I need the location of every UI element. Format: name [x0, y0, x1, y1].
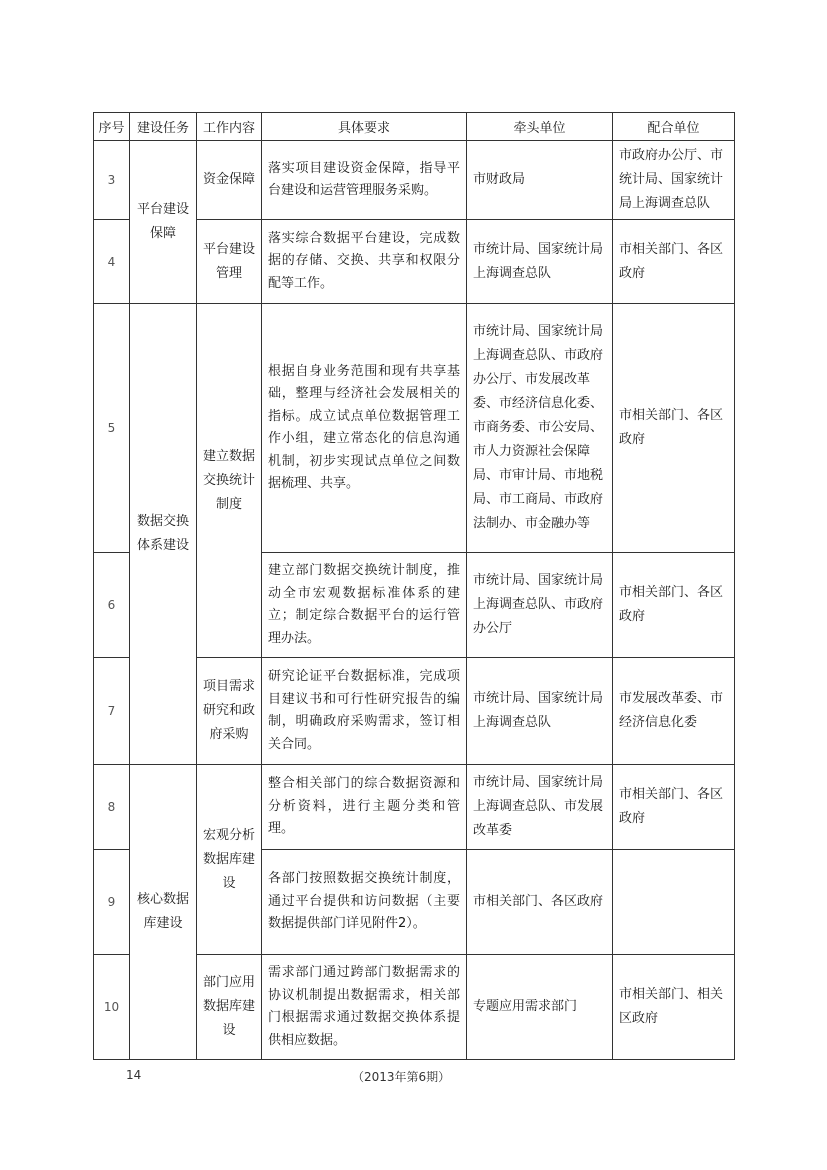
task-cell: 平台建设保障 [130, 141, 197, 304]
content-cell: 项目需求研究和政府采购 [197, 658, 262, 765]
lead-cell: 市统计局、国家统计局上海调查总队、市政府办公厅、市发展改革委、市经济信息化委、市商务委、市公安局、市人力资源社会保障局、市审计局、市地税局、市工商局、市政府法制办、市金融办等 [467, 304, 613, 553]
table-row [94, 304, 735, 553]
task-cell: 核心数据库建设 [130, 765, 197, 1060]
row-number: 5 [94, 304, 130, 553]
coop-cell: 市发展改革委、市经济信息化委 [613, 658, 735, 765]
coop-cell: 市相关部门、各区政府 [613, 765, 735, 850]
row-number: 9 [94, 850, 130, 955]
requirement-cell: 落实综合数据平台建设，完成数据的存储、交换、共享和权限分配等工作。 [262, 220, 467, 304]
header-no: 序号 [94, 113, 130, 141]
header-coop: 配合单位 [613, 113, 735, 141]
lead-cell: 市统计局、国家统计局上海调查总队、市发展改革委 [467, 765, 613, 850]
coop-cell: 市相关部门、各区政府 [613, 220, 735, 304]
row-number: 3 [94, 141, 130, 220]
header-requirement: 具体要求 [262, 113, 467, 141]
content-cell: 宏观分析数据库建设 [197, 765, 262, 955]
coop-cell: 市相关部门、相关区政府 [613, 955, 735, 1060]
issue-label: （2013年第6期） [352, 1070, 451, 1084]
row-number: 8 [94, 765, 130, 850]
row-number: 6 [94, 553, 130, 658]
requirement-cell: 建立部门数据交换统计制度，推动全市宏观数据标准体系的建立；制定综合数据平台的运行管理办法。 [262, 553, 467, 658]
table-row [94, 141, 735, 220]
lead-cell: 市统计局、国家统计局上海调查总队 [467, 220, 613, 304]
header-task: 建设任务 [130, 113, 197, 141]
header-content: 工作内容 [197, 113, 262, 141]
coop-cell [613, 850, 735, 955]
coop-cell: 市政府办公厅、市统计局、国家统计局上海调查总队 [613, 141, 735, 220]
coop-cell: 市相关部门、各区政府 [613, 553, 735, 658]
table-row [94, 765, 735, 850]
requirement-cell: 需求部门通过跨部门数据需求的协议机制提出数据需求，相关部门根据需求通过数据交换体系提供相应数据。 [262, 955, 467, 1060]
requirement-cell: 根据自身业务范围和现有共享基础，整理与经济社会发展相关的指标。成立试点单位数据管理工作小组，建立常态化的信息沟通机制，初步实现试点单位之间数据梳理、共享。 [262, 304, 467, 553]
lead-cell: 市统计局、国家统计局上海调查总队 [467, 658, 613, 765]
row-number: 4 [94, 220, 130, 304]
page-number: 14 [126, 1068, 142, 1082]
content-cell: 平台建设管理 [197, 220, 262, 304]
requirement-cell: 整合相关部门的综合数据资源和分析资料，进行主题分类和管理。 [262, 765, 467, 850]
task-table [93, 112, 735, 1060]
row-number: 7 [94, 658, 130, 765]
lead-cell: 专题应用需求部门 [467, 955, 613, 1060]
content-cell: 建立数据交换统计制度 [197, 304, 262, 658]
task-cell: 数据交换体系建设 [130, 304, 197, 765]
coop-cell: 市相关部门、各区政府 [613, 304, 735, 553]
requirement-cell: 各部门按照数据交换统计制度，通过平台提供和访问数据（主要数据提供部门详见附件2）。 [262, 850, 467, 955]
row-number: 10 [94, 955, 130, 1060]
content-cell: 资金保障 [197, 141, 262, 220]
requirement-cell: 研究论证平台数据标准，完成项目建议书和可行性研究报告的编制，明确政府采购需求，签订相关合同。 [262, 658, 467, 765]
lead-cell: 市财政局 [467, 141, 613, 220]
header-lead: 牵头单位 [467, 113, 613, 141]
requirement-cell: 落实项目建设资金保障，指导平台建设和运营管理服务采购。 [262, 141, 467, 220]
lead-cell: 市相关部门、各区政府 [467, 850, 613, 955]
lead-cell: 市统计局、国家统计局上海调查总队、市政府办公厅 [467, 553, 613, 658]
header-row [94, 113, 735, 141]
content-cell: 部门应用数据库建设 [197, 955, 262, 1060]
